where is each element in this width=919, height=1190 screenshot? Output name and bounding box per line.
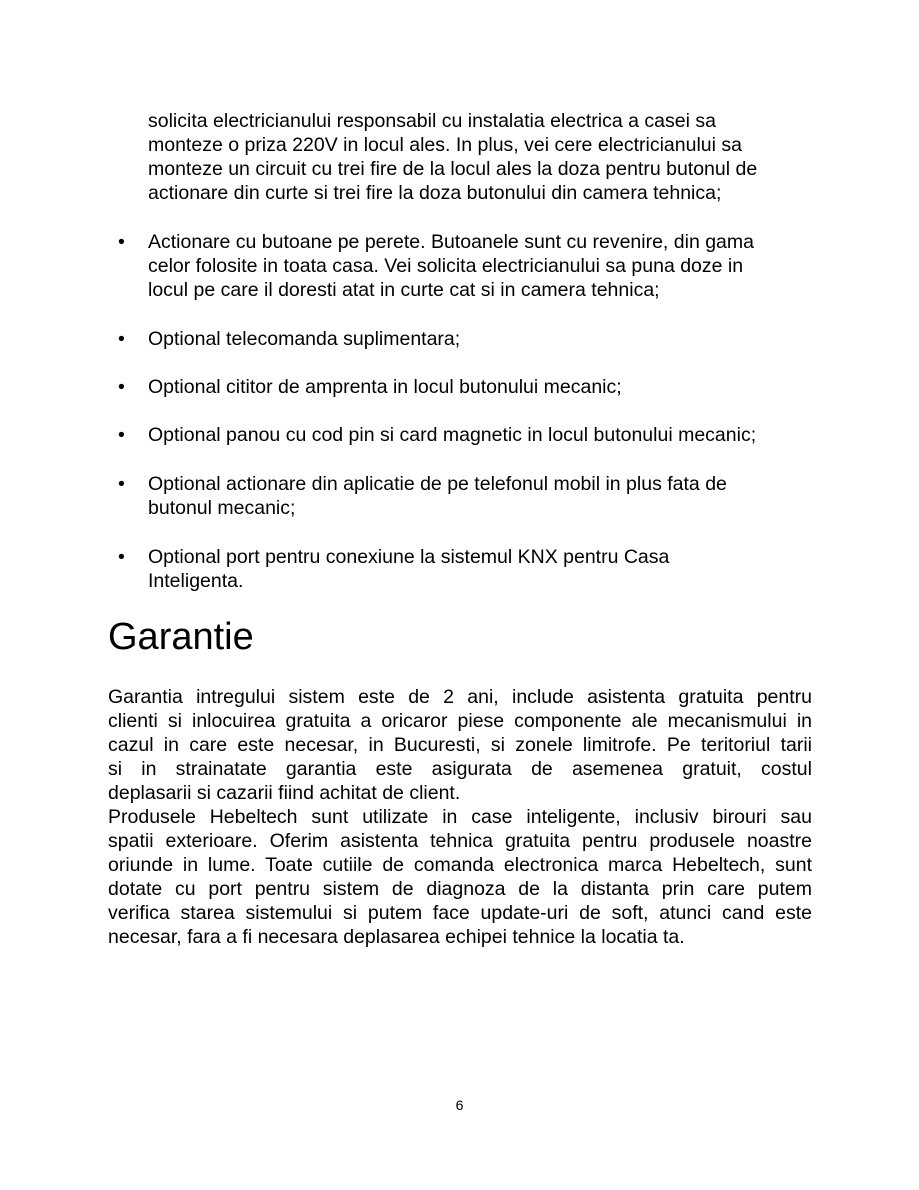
text-line: celor folosite in toata casa. Vei solicita electricianului sa puna doze in — [148, 255, 744, 277]
text-line: Garantia intregului sistem este de 2 ani, include asistenta gratuita pentru — [108, 686, 812, 708]
text-line: oriunde in lume. Toate cutiile de comanda electronica marca Hebeltech, sunt — [108, 854, 812, 876]
text-line: solicita electricianului responsabil cu instalatia electrica a casei sa — [148, 110, 716, 132]
text-line: actionare din curte si trei fire la doza butonului din camera tehnica; — [148, 182, 722, 204]
text-line: clienti si inlocuirea gratuita a oricaror piese componente ale mecanismului in — [108, 710, 812, 732]
text-line: Optional actionare din aplicatie de pe telefonul mobil in plus fata de — [148, 473, 727, 495]
text-line: Actionare cu butoane pe perete. Butoanele sunt cu revenire, din gama — [148, 231, 754, 253]
bullet-icon: • — [118, 328, 125, 350]
text-line: locul pe care il doresti atat in curte cat si in camera tehnica; — [148, 279, 660, 301]
text-line: Optional panou cu cod pin si card magnetic in locul butonului mecanic; — [148, 424, 757, 446]
text-line: butonul mecanic; — [148, 497, 296, 519]
section-heading: Garantie — [108, 616, 254, 658]
text-line: Optional cititor de amprenta in locul butonului mecanic; — [148, 376, 622, 398]
bullet-icon: • — [118, 473, 125, 495]
text-line: cazul in care este necesar, in Bucuresti, si zonele limitrofe. Pe teritoriul tarii — [108, 734, 812, 756]
bullet-icon: • — [118, 546, 125, 568]
bullet-icon: • — [118, 424, 125, 446]
text-line: verifica starea sistemului si putem face update-uri de soft, atunci cand este — [108, 902, 812, 924]
text-line: Optional port pentru conexiune la sistemul KNX pentru Casa — [148, 546, 670, 568]
text-line: monteze o priza 220V in locul ales. In plus, vei cere electricianului sa — [148, 134, 742, 156]
bullet-icon: • — [118, 376, 125, 398]
text-line: si in strainatate garantia este asigurata de asemenea gratuit, costul — [108, 758, 812, 780]
text-line: monteze un circuit cu trei fire de la locul ales la doza pentru butonul de — [148, 158, 758, 180]
text-line: necesar, fara a fi necesara deplasarea echipei tehnice la locatia ta. — [108, 926, 685, 948]
text-line: spatii exterioare. Oferim asistenta tehnica gratuita pentru produsele noastre — [108, 830, 812, 852]
text-line: dotate cu port pentru sistem de diagnoza de la distanta prin care putem — [108, 878, 812, 900]
text-line: Inteligenta. — [148, 570, 244, 592]
page-number: 6 — [455, 1097, 464, 1113]
bullet-icon: • — [118, 231, 125, 253]
text-line: deplasarii si cazarii fiind achitat de client. — [108, 782, 461, 804]
text-line: Produsele Hebeltech sunt utilizate in case inteligente, inclusiv birouri sau — [108, 806, 812, 828]
text-line: Optional telecomanda suplimentara; — [148, 328, 461, 350]
